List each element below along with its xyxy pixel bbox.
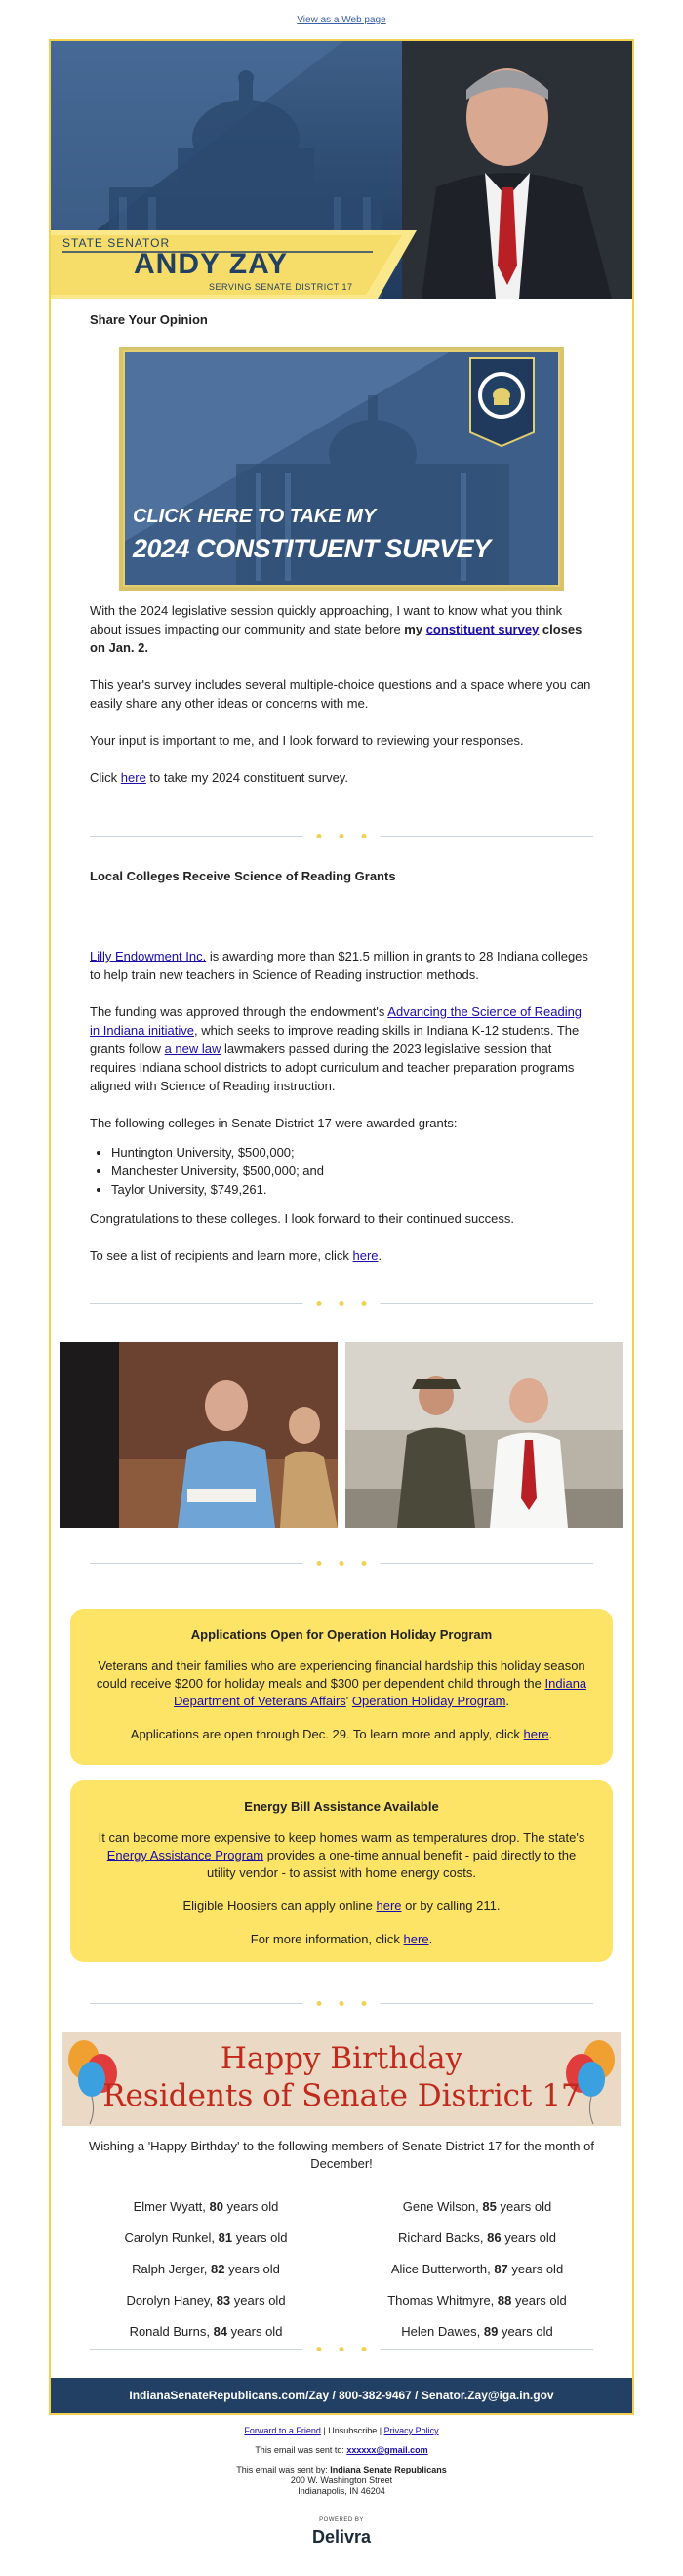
birthday-entry: Gene Wilson, 85 years old xyxy=(402,2198,552,2214)
powered-by-label: POWERED BY xyxy=(319,2517,364,2523)
energy-paragraph-2 xyxy=(94,1898,589,1915)
birthday-entry: Ralph Jerger, 82 years old xyxy=(132,2261,280,2276)
energy-p2-text: Eligible Hoosiers can apply online xyxy=(182,1899,377,1913)
footer-sep: | xyxy=(320,2426,329,2435)
science-of-reading-link[interactable]: Advancing the Science of Reading in Indiana initiative xyxy=(90,1004,583,1038)
section-divider xyxy=(90,830,593,841)
sent-by-org: Indiana Senate Republicans xyxy=(330,2465,447,2474)
unsubscribe-link[interactable]: Unsubscribe xyxy=(328,2426,378,2435)
section-divider xyxy=(90,1997,593,2009)
birthday-list xyxy=(70,2190,613,2347)
address-line-1: 200 W. Washington Street xyxy=(290,2475,393,2485)
energy-info-here-link[interactable]: here xyxy=(403,1932,429,1946)
holiday-p2-text: Applications are open through Dec. 29. To learn more and apply, click xyxy=(130,1727,524,1741)
privacy-policy-link[interactable]: Privacy Policy xyxy=(383,2426,439,2435)
survey-paragraph-4 xyxy=(90,768,593,787)
colleges-paragraph-3: The following colleges in Senate District 17 were awarded grants: xyxy=(90,1116,458,1130)
birthday-entry: Elmer Wyatt, 80 years old xyxy=(133,2198,279,2214)
grant-item: • Taylor University, $749,261. xyxy=(111,1180,593,1199)
forward-to-friend-link[interactable]: Forward to a Friend xyxy=(244,2426,321,2435)
lilly-endowment-link[interactable]: Lilly Endowment Inc. xyxy=(90,949,207,963)
colleges-body xyxy=(90,947,593,1265)
officers-photo xyxy=(345,1342,623,1528)
operation-holiday-callout xyxy=(70,1609,613,1765)
birthday-row xyxy=(70,2284,613,2315)
holiday-heading: Applications Open for Operation Holiday Program xyxy=(190,1627,493,1642)
recipient-email-link[interactable]: xxxxxx@gmail.com xyxy=(346,2445,428,2455)
colleges-paragraph-4: Congratulations to these colleges. I look forward to their continued success. xyxy=(90,1211,515,1226)
energy-p3-text: For more information, click xyxy=(250,1932,404,1946)
energy-p1-post: provides a one-time annual benefit - paid directly to the utility vendor - to assist with home energy costs. xyxy=(206,1848,577,1880)
photo-row xyxy=(60,1342,623,1528)
senate-seal-icon xyxy=(470,358,534,446)
section-divider xyxy=(90,1557,593,1569)
view-as-web-page-link[interactable]: View as a Web page xyxy=(297,14,386,25)
birthday-row xyxy=(70,2190,613,2222)
birthday-entry: Helen Dawes, 89 years old xyxy=(401,2323,553,2339)
birthday-entry: Ronald Burns, 84 years old xyxy=(129,2323,283,2339)
energy-assistance-program-link[interactable]: Energy Assistance Program xyxy=(106,1848,264,1862)
grant-item: • Huntington University, $500,000; xyxy=(111,1143,593,1162)
birthday-entry: Dorolyn Haney, 83 years old xyxy=(126,2292,286,2308)
energy-heading: Energy Bill Assistance Available xyxy=(244,1799,439,1814)
contact-bar: IndianaSenateRepublicans.com/Zay / 800-382-9467 / Senator.Zay@iga.in.gov xyxy=(51,2378,632,2413)
birthday-title xyxy=(62,2040,621,2114)
operation-holiday-link[interactable]: Operation Holiday Program xyxy=(351,1694,506,1708)
energy-p2-post: or by calling 211. xyxy=(401,1899,501,1913)
new-law-link[interactable]: a new law xyxy=(164,1042,221,1056)
sent-by-label: This email was sent by: xyxy=(236,2465,331,2474)
survey-paragraph-1 xyxy=(90,601,593,657)
survey-heading: Share Your Opinion xyxy=(90,312,208,327)
delivra-logo[interactable]: Delivra xyxy=(311,2527,372,2547)
grants-list xyxy=(90,1143,593,1199)
energy-assistance-callout xyxy=(70,1780,613,1962)
survey-paragraph-2: This year's survey includes several multiple-choice questions and a space where you can easily share any other ideas or concerns with me. xyxy=(90,677,591,711)
section-divider xyxy=(90,1297,593,1309)
colleges-p2-text: The funding was approved through the endowment's xyxy=(90,1004,388,1019)
energy-p3-post: . xyxy=(428,1932,433,1946)
survey-p4-post: to take my 2024 constituent survey. xyxy=(145,770,348,785)
section-divider xyxy=(90,2343,593,2354)
grant-item: • Manchester University, $500,000; and xyxy=(111,1162,593,1180)
birthday-title-line1: Happy Birthday xyxy=(220,2041,463,2076)
survey-body xyxy=(90,601,593,787)
survey-p1-close: closes on Jan. 2. xyxy=(90,622,583,655)
survey-banner-line1: CLICK HERE TO TAKE MY xyxy=(133,506,377,527)
footer-sep: | xyxy=(377,2426,384,2435)
birthday-entry: Carolyn Runkel, 81 years old xyxy=(124,2229,288,2245)
address-line-2: Indianapolis, IN 46204 xyxy=(298,2486,385,2496)
holiday-p2-post: . xyxy=(548,1727,553,1741)
colleges-p2-post: lawmakers passed during the 2023 legislative session that requires Indiana school districts to adopt curriculum and teacher preparation programs aligned with Science of Reading instruction. xyxy=(90,1042,575,1093)
survey-banner-link[interactable] xyxy=(119,347,564,591)
holiday-here-link[interactable]: here xyxy=(523,1727,549,1741)
sent-to-label: This email was sent to: xyxy=(255,2445,347,2455)
holiday-p1-mid: ' xyxy=(345,1694,352,1708)
veterans-affairs-link[interactable]: Indiana Department of Veterans Affairs xyxy=(173,1676,587,1708)
birthday-banner xyxy=(62,2032,621,2126)
energy-p1-text: It can become more expensive to keep homes warm as temperatures drop. The state's xyxy=(98,1830,585,1845)
colleges-paragraph-1 xyxy=(90,947,593,984)
survey-here-link[interactable]: here xyxy=(120,770,146,785)
hero-name: ANDY ZAY xyxy=(134,248,289,280)
meeting-photo xyxy=(60,1342,338,1528)
survey-banner-line2: 2024 CONSTITUENT SURVEY xyxy=(133,534,491,563)
hero-subtitle: SERVING SENATE DISTRICT 17 xyxy=(209,282,353,292)
survey-paragraph-3: Your input is important to me, and I look forward to reviewing your responses. xyxy=(90,733,524,748)
holiday-p1-text: Veterans and their families who are experiencing financial hardship this holiday season could receive $200 for holiday meals and $300 per dependent child through the xyxy=(96,1658,585,1691)
sent-to-line xyxy=(0,2444,683,2456)
senator-portrait xyxy=(402,41,632,299)
energy-apply-here-link[interactable]: here xyxy=(376,1899,402,1913)
colleges-p2-mid: , which seeks to improve reading skills in Indiana K-12 students. The grants follow xyxy=(90,1023,580,1056)
survey-p4-text: Click xyxy=(90,770,121,785)
birthday-entry: Thomas Whitmyre, 88 years old xyxy=(387,2292,567,2308)
energy-paragraph-3 xyxy=(94,1931,589,1948)
email-frame xyxy=(49,39,634,2415)
hero-header xyxy=(51,41,632,299)
holiday-p1-post: . xyxy=(505,1694,510,1708)
recipients-here-link[interactable]: here xyxy=(352,1248,379,1263)
colleges-p1-text: is awarding more than $21.5 million in grants to 28 Indiana colleges to help train new teachers in Science of Reading instruction methods. xyxy=(90,949,588,982)
birthday-entry: Richard Backs, 86 years old xyxy=(398,2229,556,2245)
birthday-row xyxy=(70,2222,613,2253)
birthday-entry: Alice Butterworth, 87 years old xyxy=(390,2261,564,2276)
colleges-paragraph-5 xyxy=(90,1247,593,1265)
holiday-paragraph-2 xyxy=(94,1726,589,1743)
colleges-paragraph-2 xyxy=(90,1002,593,1095)
birthday-title-line2: Residents of Senate District 17 xyxy=(102,2078,581,2113)
view-web-bar xyxy=(0,0,683,39)
hero-title-line: STATE SENATOR xyxy=(62,236,171,250)
holiday-paragraph-1 xyxy=(94,1657,589,1710)
colleges-p5-post: . xyxy=(378,1248,382,1263)
colleges-heading: Local Colleges Receive Science of Reading Grants xyxy=(90,869,396,883)
footer-links xyxy=(0,2425,683,2436)
colleges-p5-text: To see a list of recipients and learn more, click xyxy=(90,1248,353,1263)
survey-p1-bold: my xyxy=(404,622,426,636)
energy-paragraph-1 xyxy=(94,1829,589,1882)
birthday-intro: Wishing a 'Happy Birthday' to the following members of Senate District 17 for the month of December! xyxy=(89,2139,594,2171)
survey-p1-text: With the 2024 legislative session quickly approaching, I want to know what you think about issues impacting our community and state before xyxy=(90,603,563,636)
constituent-survey-link[interactable]: constituent survey xyxy=(425,622,540,636)
birthday-row xyxy=(70,2253,613,2284)
